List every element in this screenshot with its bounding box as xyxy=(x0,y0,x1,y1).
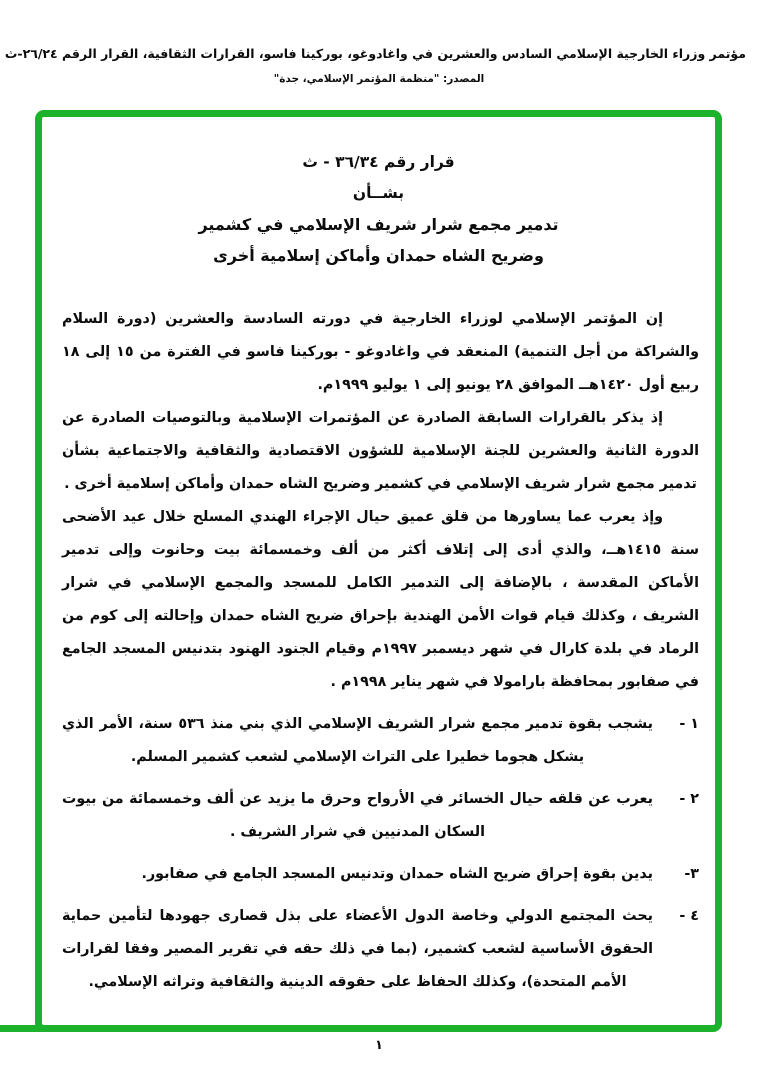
source-attribution-line: المصدر: "منظمة المؤتمر الإسلامي، جدة" xyxy=(273,73,485,85)
border-bottom-left-extension xyxy=(0,1025,42,1032)
resolution-subject-line-1: تدمير مجمع شرار شريف الإسلامي في كشمير xyxy=(198,215,559,234)
item-3-text: يدين بقوة إحراق ضريح الشاه حمدان وتدنيس المسجد الجامع في صفابور. xyxy=(141,866,653,882)
item-1-text: يشجب بقوة تدمير مجمع شرار الشريف الإسلامي الذي بني منذ ٥٣٦ سنة، الأمر الذي يشكل هجوما خطيرا على التراث الإسلامي لشعب كشمير المسلم. xyxy=(62,716,653,765)
archive-citation-header: مؤتمر وزراء الخارجية الإسلامي السادس والعشرين في واغادوغو، بوركينا فاسو، القرارات الثقافية، القرار الرقم ٢٦/٢٤-ث xyxy=(4,46,746,61)
item-4-text: يحث المجتمع الدولي وخاصة الدول الأعضاء على بذل قصارى جهودها لتأمين حماية الحقوق الأساسية لشعب كشمير، (بما في ذلك حقه في تقرير المصير وفقا لقرارات الأمم المتحدة)، وكذلك الحفاظ على حقوقه الدينية والثقافية وتراثه الإسلامي. xyxy=(62,908,653,990)
item-4-number: ٤ - xyxy=(679,908,699,924)
operative-item-3 xyxy=(62,858,699,891)
preamble-paragraph-1: إن المؤتمر الإسلامي لوزراء الخارجية في دورته السادسة والعشرين (دورة السلام والشراكة من أجل التنمية) المنعقد في واغادوغو - بوركينا فاسو في الفترة من ١٥ إلى ١٨ ربيع أول ١٤٢٠هــ الموافق ٢٨ يونيو إلى ١ يوليو ١٩٩٩م. xyxy=(62,311,699,393)
item-2-text: يعرب عن قلقه حيال الخسائر في الأرواح وحرق ما يزيد عن ألف وخمسمائة من بيوت السكان المدنيين في شرار الشريف . xyxy=(62,791,653,840)
operative-item-4 xyxy=(62,900,699,999)
resolution-number-line: قرار رقم ٣٦/٣٤ - ث xyxy=(302,153,455,171)
page-number: ١ xyxy=(375,1038,383,1053)
preamble-paragraph-2: إذ يذكر بالقرارات السابقة الصادرة عن المؤتمرات الإسلامية وبالتوصيات الصادرة عن الدورة الثانية والعشرين للجنة الإسلامية للشؤون الاقتصادية والثقافية والاجتماعية بشأن تدمير مجمع شرار شريف الإسلامي في كشمير وضريح الشاه حمدان وأماكن إسلامية أخرى . xyxy=(62,410,699,492)
green-border-frame xyxy=(35,110,722,1032)
item-2-number: ٢ - xyxy=(679,791,699,807)
resolution-subject-line-2: وضريح الشاه حمدان وأماكن إسلامية أخرى xyxy=(213,246,544,265)
resolution-body xyxy=(62,303,699,999)
operative-item-1 xyxy=(62,708,699,774)
resolution-title-block xyxy=(42,147,715,271)
resolution-regarding-label: بشــأن xyxy=(352,184,405,202)
item-3-number: ٣- xyxy=(684,866,699,882)
preamble-paragraph-3: وإذ يعرب عما يساورها من قلق عميق حيال الإجراء الهندي المسلح خلال عيد الأضحى سنة ١٤١٥هــ، والذي أدى إلى إتلاف أكثر من ألف وخمسمائة بيت وحانوت وإلى تدمير الأماكن المقدسة ، بالإضافة إلى التدمير الكامل للمسجد والمجمع الإسلامي في شرار الشريف ، وكذلك قيام قوات الأمن الهندية بإحراق ضريح الشاه حمدان وإحالته إلى كوم من الرماد في بلدة كارال في شهر ديسمبر ١٩٩٧م وقيام الجنود الهنود بتدنيس المسجد الجامع في صفابور بمحافظة بارامولا في شهر يناير ١٩٩٨م . xyxy=(62,509,699,690)
item-1-number: ١ - xyxy=(679,716,699,732)
operative-item-2 xyxy=(62,783,699,849)
